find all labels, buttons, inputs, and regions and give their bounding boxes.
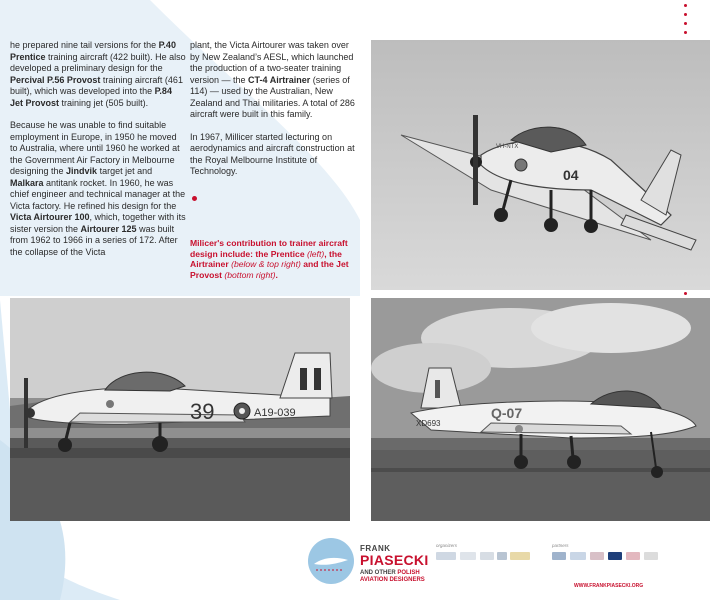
italic-note: (bottom right)	[224, 269, 276, 280]
photo-jet-provost	[371, 298, 710, 521]
partner-logo-3	[590, 552, 604, 560]
partner-logo-2	[570, 552, 586, 560]
brand-and-other-polish	[360, 570, 420, 576]
bold-term: Percival P.56 Provost	[10, 74, 101, 85]
col1-paragraph-2	[10, 120, 186, 258]
red-bullet-marker	[192, 196, 197, 201]
brand-piasecki: PIASECKI	[360, 552, 429, 568]
brand-aviation-designers: AVIATION DESIGNERS	[360, 577, 425, 583]
organizer-logo-1	[436, 552, 456, 560]
text-run: training jet (505 built).	[59, 97, 149, 108]
text-run: target jet and	[97, 166, 153, 176]
brand-and-other: AND OTHER	[360, 570, 396, 576]
organizers-label: organizers	[436, 543, 458, 548]
partner-logo-6	[644, 552, 658, 560]
photo-airtrainer-ground	[10, 298, 350, 521]
text-run: training aircraft (461 built), which was developed into the	[10, 74, 183, 96]
text-run: antitank rocket. In 1960, he was chief engineer and technical manager at the Victa factory. He refined his design for the	[10, 177, 186, 211]
partners-label: partners	[552, 543, 569, 548]
italic-note: (left)	[307, 248, 325, 259]
bold-term: Airtourer 125	[80, 223, 137, 234]
text-run: , the Airtrainer	[190, 248, 342, 269]
partner-logo-5	[626, 552, 640, 560]
text-run: and the Jet Provost	[190, 259, 349, 280]
brand-polish: POLISH	[397, 570, 420, 576]
text-run: (series of 114) — used by the Australian, New Zealand and Thai militaries. A total of 286 aircraft were built in this family.	[190, 74, 355, 119]
text-column-2	[190, 40, 360, 189]
photo-airtrainer-flight	[371, 40, 710, 290]
bold-term: CT-4 Airtrainer	[248, 74, 311, 85]
organizer-logo-3	[480, 552, 494, 560]
bold-term: P.84 Jet Provost	[10, 86, 172, 108]
text-run: training aircraft (422 built). He also developed a preliminary design for the	[10, 51, 186, 73]
text-run: Because he was unable to find suitable employment in Europe, in 1950 he moved to Australia, where until 1960 he worked at the Government Air Factory in Melbourne designing the	[10, 120, 180, 176]
aircraft-code: Q-07	[491, 405, 523, 421]
bold-term: Jindvik	[66, 166, 98, 176]
text-run: plant, the Victa Airtourer was taken over by New Zealand’s AESL, which launched the production of a two-seater training version — the	[190, 40, 354, 85]
photo-caption	[190, 238, 358, 280]
bold-term: Victa Airtourer 100	[10, 212, 90, 222]
aircraft-number-39: 39	[190, 399, 215, 424]
aircraft-serial: A19-039	[254, 407, 296, 419]
col1-paragraph-1	[10, 40, 186, 109]
website-url: WWW.FRANKPIASECKI.ORG	[574, 583, 644, 589]
partner-logo-lot	[608, 552, 622, 560]
bold-term: P.40 Prentice	[10, 40, 176, 62]
partner-logo-1	[552, 552, 566, 560]
col2-paragraph-2	[190, 132, 360, 178]
aircraft-serial-xd693: XD693	[416, 419, 441, 428]
organizer-logo-4	[497, 552, 507, 560]
text-run: In 1967, Millicer started lecturing on aerodynamics and aircraft construction at the Royal Melbourne Institute of Technology.	[190, 131, 355, 176]
italic-note: (below & top right)	[231, 259, 301, 269]
bold-term: Malkara	[10, 177, 44, 188]
aircraft-registration: VH-NTX	[496, 144, 519, 150]
text-run: was built from 1962 to 1966 in a series of 172. After the collapse of the Victa	[10, 223, 178, 257]
organizer-logo-5	[510, 552, 530, 560]
organizer-logo-2	[460, 552, 476, 560]
text-run: .	[275, 269, 278, 280]
text-run: he prepared nine tail versions for the	[10, 40, 159, 50]
brand-frank: FRANK	[360, 544, 391, 553]
text-run: Milicer's contribution to trainer aircraft design include: the Prentice	[190, 238, 348, 259]
text-column-1	[10, 40, 186, 269]
text-run: , which, together with its sister version the	[10, 212, 186, 234]
aircraft-code-04: 04	[563, 167, 579, 183]
col2-paragraph-1	[190, 40, 360, 121]
piasecki-logo	[308, 538, 354, 584]
